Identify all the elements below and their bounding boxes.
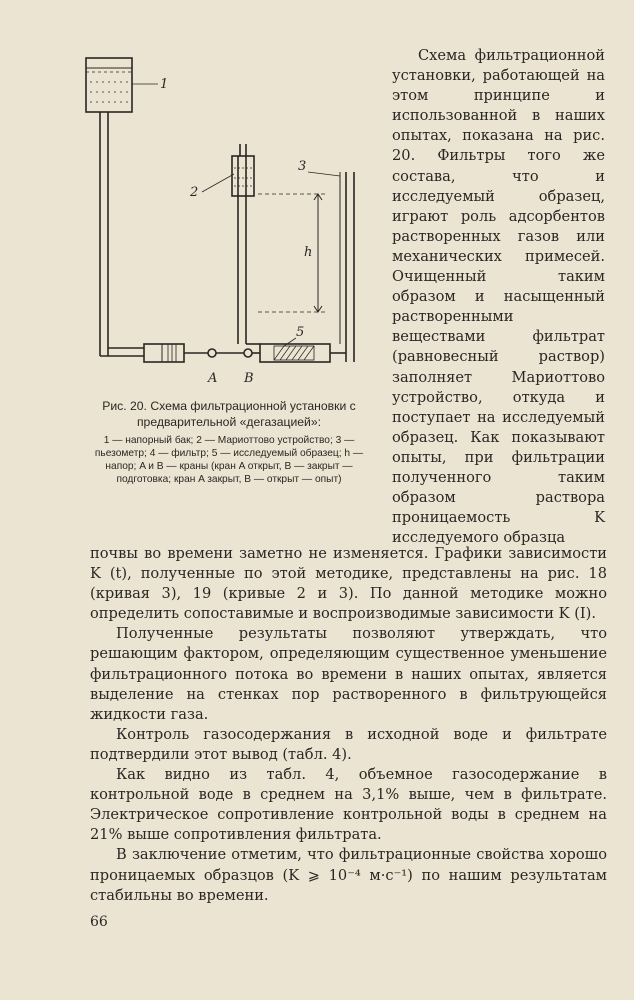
- paragraph-control: Контроль газосодержания в исходной воде и фильтрате подтвердили этот вывод (табл. 4).: [90, 725, 607, 763]
- full-width-text: [90, 544, 607, 906]
- caption-title: Рис. 20. Схема фильтрационной установки с предварительной «дегазацией»:: [102, 399, 356, 429]
- right-column-text: [392, 46, 605, 548]
- filtration-setup-diagram: [78, 44, 378, 394]
- paragraph-right: Схема фильтрационной установки, работающей на этом принципе и использованной в наших опытах, показана на рис. 20. Фильтры того же состава, что и исследуемый образец, играют роль адсорбентов растворенных газов или механических примесей. Очищенный таким образом и насыщенный растворенными веществами фильтрат (равновесный раствор) заполняет Мариоттово устройство, откуда и поступает на исследуемый образец. Как показывают опыты, при фильтрации полученного таким образом раствора проницаемость K исследуемого образца: [392, 47, 605, 547]
- paragraph-table-ref: Как видно из табл. 4, объемное газосодержание в контрольной воде в среднем на 3,1% выше, чем в фильтрате. Электрическое сопротивление контрольной воды в среднем на 21% выше сопротивления фильтрата.: [90, 766, 607, 844]
- label-3: 3: [298, 159, 307, 174]
- paragraph-continuation: почвы во времени заметно не изменяется. Графики зависимости K (t), полученные по этой методике, представлены на рис. 18 (кривая 3), 19 (кривые 2 и 3). По данной методике можно определить сопоставимые и воспроизводимые зависимости K (I).: [90, 545, 607, 623]
- paragraph-conclusion: В заключение отметим, что фильтрационные свойства хорошо проницаемых образцов (K ⩾ 10⁻⁴ м·с⁻¹) по нашим результатам стабильны во времени.: [90, 846, 607, 904]
- figure-caption: [86, 398, 372, 486]
- paragraph-results: Полученные результаты позволяют утверждать, что решающим фактором, определяющим существенное уменьшение фильтрационного потока во времени в наших опытах, является выделение на стенках пор растворенного в фильтрующейся жидкости газа.: [90, 625, 607, 723]
- page-number: 66: [90, 914, 108, 930]
- pre-filter: [144, 344, 184, 362]
- label-h: h: [304, 245, 313, 260]
- sample-holder: [260, 344, 330, 362]
- filtration-setup-figure: [78, 44, 378, 394]
- label-b: B: [244, 371, 254, 386]
- valve-a: [208, 349, 216, 357]
- label-5: 5: [296, 325, 305, 340]
- label-2: 2: [190, 185, 199, 200]
- label-1: 1: [160, 77, 169, 92]
- label-a: A: [208, 371, 218, 386]
- pressure-tank: [86, 58, 132, 112]
- caption-legend: 1 — напорный бак; 2 — Мариоттово устройство; 3 — пьезометр; 4 — фильтр; 5 — исследуемый образец; h — напор; A и B — краны (кран A открыт, B — закрыт — подготовка; кран A закрыт, B — открыт — опыт): [94, 435, 364, 485]
- valve-b: [244, 349, 252, 357]
- mariotte-device: [232, 156, 254, 196]
